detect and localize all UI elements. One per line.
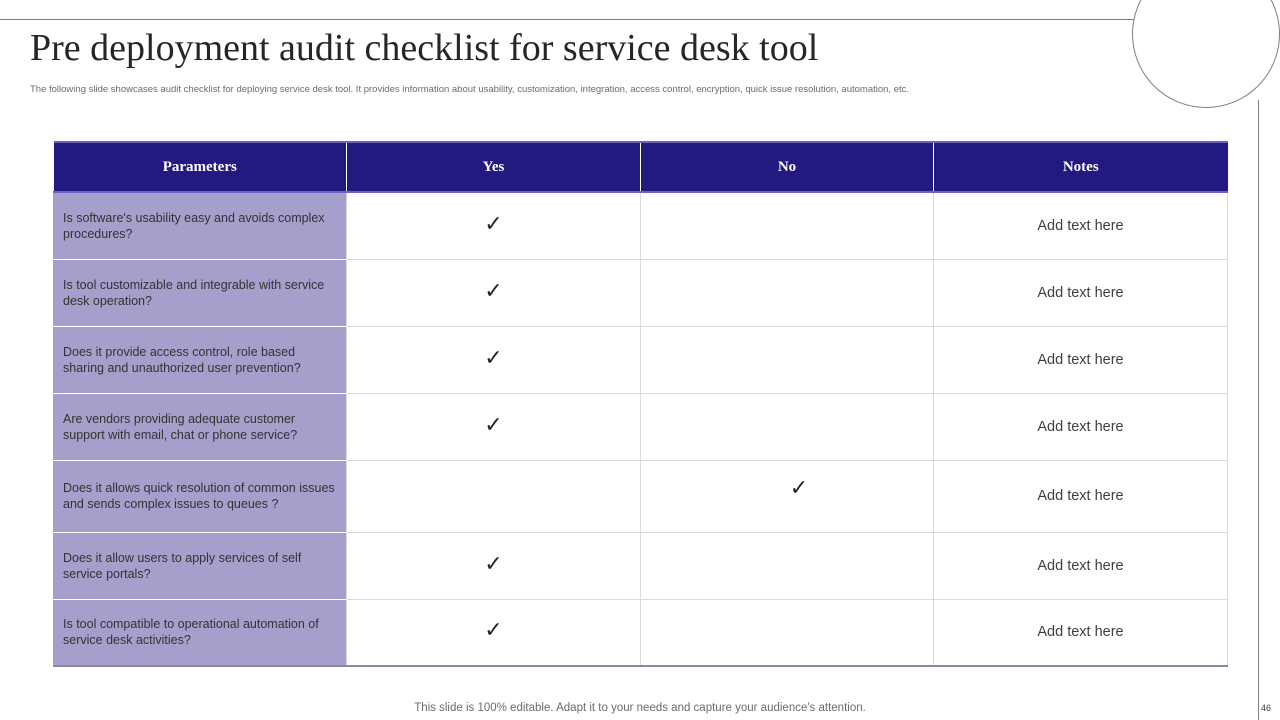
table-row (54, 393, 1228, 460)
table-row (54, 192, 1228, 259)
no-cell (641, 393, 934, 460)
table-row (54, 460, 1228, 532)
no-cell (641, 460, 934, 532)
parameter-cell: Is tool compatible to operational automation of service desk activities? (54, 599, 347, 666)
audit-checklist-table (53, 141, 1227, 667)
parameter-cell: Does it allow users to apply services of self service portals? (54, 532, 347, 599)
notes-cell: Add text here (934, 393, 1228, 460)
table-row (54, 532, 1228, 599)
check-icon: ✓ (484, 210, 503, 236)
yes-cell (347, 532, 641, 599)
header-notes: Notes (934, 142, 1228, 192)
notes-cell: Add text here (934, 599, 1228, 666)
no-cell (641, 599, 934, 666)
header-yes: Yes (347, 142, 641, 192)
check-icon: ✓ (484, 617, 503, 643)
top-rule (0, 19, 1140, 20)
yes-cell (347, 599, 641, 666)
yes-cell (347, 460, 641, 532)
header-parameters: Parameters (54, 142, 347, 192)
notes-cell: Add text here (934, 532, 1228, 599)
right-rule (1258, 100, 1259, 720)
check-icon: ✓ (484, 411, 503, 437)
check-icon: ✓ (484, 550, 503, 576)
parameter-cell: Are vendors providing adequate customer support with email, chat or phone service? (54, 393, 347, 460)
parameter-cell: Is software's usability easy and avoids complex procedures? (54, 192, 347, 259)
no-cell (641, 326, 934, 393)
table-row (54, 599, 1228, 666)
no-cell (641, 192, 934, 259)
notes-cell: Add text here (934, 192, 1228, 259)
yes-cell (347, 326, 641, 393)
header-no: No (641, 142, 934, 192)
parameter-cell: Is tool customizable and integrable with service desk operation? (54, 259, 347, 326)
slide-subtitle: The following slide showcases audit checklist for deploying service desk tool. It provides information about usability, customization, integration, access control, encryption, quick issue resolution, automation, etc. (30, 84, 910, 95)
check-icon: ✓ (789, 475, 809, 500)
no-cell (641, 532, 934, 599)
slide-title: Pre deployment audit checklist for service desk tool (30, 27, 819, 69)
page-number: 46 (1261, 703, 1272, 713)
no-cell (641, 259, 934, 326)
check-icon: ✓ (484, 277, 503, 303)
notes-cell: Add text here (934, 326, 1228, 393)
notes-cell: Add text here (934, 259, 1228, 326)
yes-cell (347, 393, 641, 460)
yes-cell (347, 192, 641, 259)
check-icon: ✓ (484, 344, 503, 370)
parameter-cell: Does it provide access control, role based sharing and unauthorized user prevention? (54, 326, 347, 393)
decorative-circle (1132, 0, 1280, 108)
table-header-row (54, 142, 1228, 192)
yes-cell (347, 259, 641, 326)
table-row (54, 259, 1228, 326)
parameter-cell: Does it allows quick resolution of common issues and sends complex issues to queues ? (54, 460, 347, 532)
table-row (54, 326, 1228, 393)
notes-cell: Add text here (934, 460, 1228, 532)
slide-footer: This slide is 100% editable. Adapt it to your needs and capture your audience's attention. (414, 702, 866, 714)
